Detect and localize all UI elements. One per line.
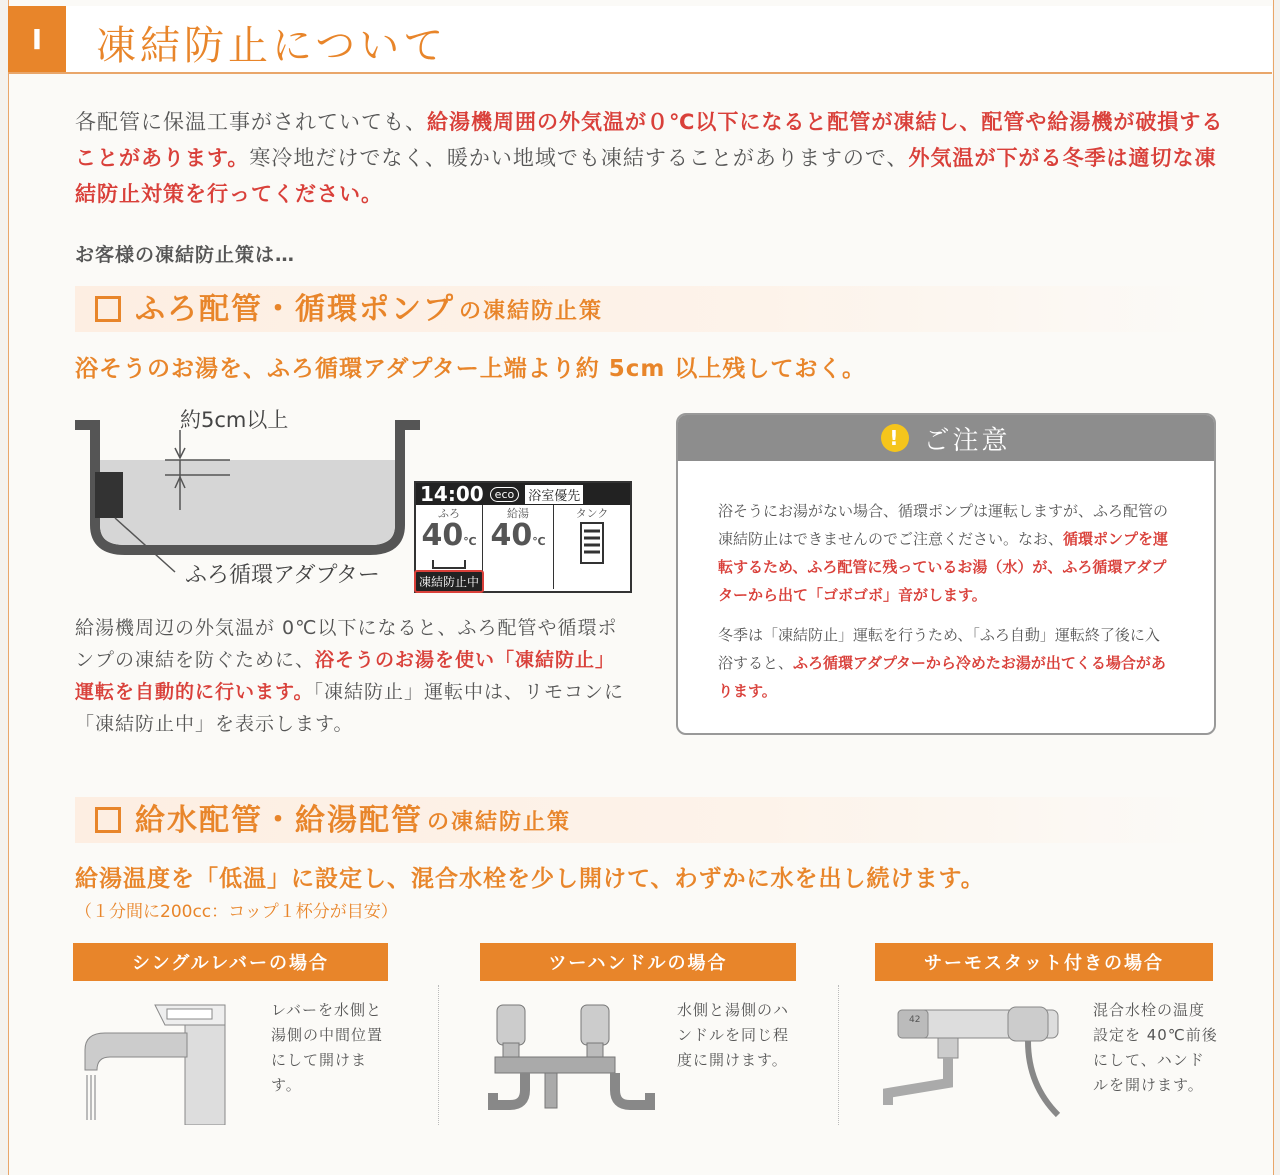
case-thermostat-label: サーモスタット付きの場合 bbox=[875, 943, 1213, 981]
depth-label: 約5cm以上 bbox=[180, 408, 289, 432]
caution-paragraph-1: 浴そうにお湯がない場合、循環ポンプは運転しますが、ふろ配管の凍結防止はできませんのでご注意ください。なお、循環ポンプを運転するため、ふろ配管に残っているお湯（水）が、ふろ循環アダプターから出て「ゴボゴボ」音がします。 bbox=[718, 502, 1169, 604]
intro-warning-1: 給湯機周囲の外気温が０℃以下になると配管が凍結し、配管や給湯機が破損することがあります。 bbox=[75, 110, 1224, 170]
remote-mode: 浴室優先 bbox=[525, 485, 583, 504]
freeze-status-badge: 凍結防止中 bbox=[414, 570, 484, 593]
caution-paragraph-2: 冬季は「凍結防止」運転を行うため、「ふろ自動」運転終了後に入浴すると、ふろ循環アダプターから冷めたお湯が出てくる場合があります。 bbox=[718, 626, 1166, 700]
adapter-label: ふろ循環アダプター bbox=[185, 563, 380, 588]
remote-time: 14:00 bbox=[420, 482, 484, 506]
faucet-two-handle-icon bbox=[485, 995, 665, 1125]
divider bbox=[838, 985, 839, 1125]
checkbox-icon bbox=[95, 296, 121, 322]
case-thermostat-text: 混合水栓の温度設定を 40℃前後にして、ハンドルを開けます。 bbox=[1093, 1001, 1218, 1094]
page-title: 凍結防止について bbox=[96, 23, 448, 69]
section-header bbox=[8, 6, 1272, 74]
case-two-handle-label: ツーハンドルの場合 bbox=[480, 943, 796, 981]
thermostat-dial-value: 42 bbox=[909, 1015, 921, 1025]
intro-text-1: 各配管に保温工事がされていても、 bbox=[75, 110, 427, 134]
lead-text: お客様の凍結防止策は… bbox=[75, 244, 296, 266]
faucet-single-lever-icon bbox=[75, 995, 255, 1125]
section-number: I bbox=[8, 6, 66, 72]
caution-header: ! ご注意 bbox=[678, 415, 1214, 461]
eco-badge: eco bbox=[490, 487, 520, 502]
warning-icon: ! bbox=[881, 424, 909, 452]
faucet-thermostat-icon bbox=[878, 995, 1078, 1125]
remote-tank: タンク bbox=[554, 505, 630, 589]
section2-note: （１分間に200cc：コップ１杯分が目安） bbox=[75, 902, 398, 922]
supply-temp: 40 bbox=[490, 518, 533, 553]
bath-temp: 40 bbox=[421, 518, 464, 553]
section1-heading: 浴そうのお湯を、ふろ循環アダプター上端より約 5cm 以上残しておく。 bbox=[75, 356, 866, 382]
intro-paragraph bbox=[75, 104, 1225, 212]
case-single-lever-text: レバーを水側と湯側の中間位置にして開けます。 bbox=[271, 1001, 384, 1094]
section2-heading: 給湯温度を「低温」に設定し、混合水栓を少し開けて、わずかに水を出し続けます。 bbox=[75, 866, 985, 892]
remote-supply: 給湯 40℃ bbox=[483, 505, 554, 589]
section1-body: 給湯機周辺の外気温が 0℃以下になると、ふろ配管や循環ポンプの凍結を防ぐために、浴そうのお湯を使い「凍結防止」運転を自動的に行います。「凍結防止」運転中は、リモコンに「凍結防止中」を表示します。 bbox=[75, 617, 624, 735]
remote-bath: ふろ 40℃ bbox=[416, 505, 483, 589]
divider bbox=[438, 985, 439, 1125]
tank-icon bbox=[579, 521, 605, 565]
section2-title: 給水配管・給湯配管 の凍結防止策 bbox=[95, 795, 571, 839]
checkbox-icon bbox=[95, 807, 121, 833]
case-two-handle-text: 水側と湯側のハンドルを同じ程度に開けます。 bbox=[677, 1001, 790, 1069]
case-single-lever-label: シングルレバーの場合 bbox=[73, 943, 388, 981]
intro-warning-2: 外気温が下がる冬季は適切な凍結防止対策を行ってください。 bbox=[75, 146, 1217, 206]
section1-title: ふろ配管・循環ポンプ の凍結防止策 bbox=[95, 284, 603, 328]
intro-text-2: 寒冷地だけでなく、暖かい地域でも凍結することがありますので、 bbox=[249, 146, 909, 170]
caution-box bbox=[676, 413, 1216, 735]
